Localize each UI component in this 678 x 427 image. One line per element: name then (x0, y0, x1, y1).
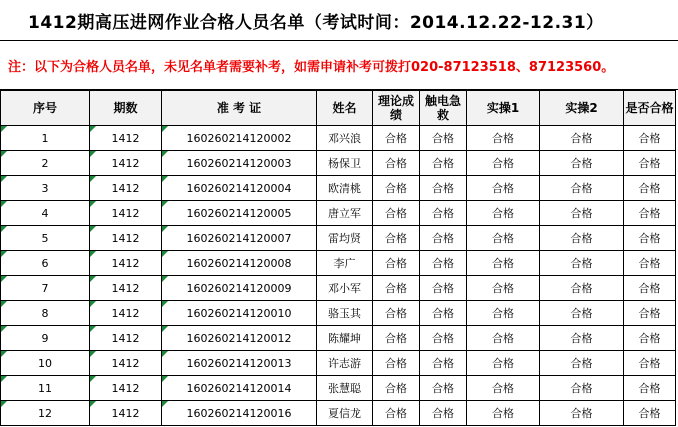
table-row (1, 176, 676, 201)
cell-cert: 160260214120007 (162, 226, 317, 251)
cell-no: 3 (1, 176, 90, 201)
cell-cert: 160260214120008 (162, 251, 317, 276)
cell-practical-1: 合格 (467, 401, 540, 426)
table-row (1, 276, 676, 301)
cell-cert: 160260214120003 (162, 151, 317, 176)
cell-theory: 合格 (373, 126, 420, 151)
cell-first-aid: 合格 (420, 276, 467, 301)
cell-practical-2: 合格 (540, 326, 624, 351)
cell-first-aid: 合格 (420, 251, 467, 276)
col-header-practical-1: 实操1 (467, 91, 540, 126)
cell-practical-2: 合格 (540, 151, 624, 176)
cell-first-aid: 合格 (420, 126, 467, 151)
cell-practical-2: 合格 (540, 401, 624, 426)
cell-no: 9 (1, 326, 90, 351)
cell-practical-1: 合格 (467, 201, 540, 226)
cell-name: 李广 (317, 251, 373, 276)
cell-practical-2: 合格 (540, 276, 624, 301)
cell-practical-1: 合格 (467, 226, 540, 251)
cell-practical-2: 合格 (540, 376, 624, 401)
cell-period: 1412 (90, 276, 162, 301)
cell-passed: 合格 (624, 226, 676, 251)
cell-theory: 合格 (373, 176, 420, 201)
cell-cert: 160260214120002 (162, 126, 317, 151)
notice-banner: 注：以下为合格人员名单，未见名单者需要补考，如需申请补考可拨打020-87123518、87123560。 (0, 40, 678, 90)
cell-no: 2 (1, 151, 90, 176)
cell-period: 1412 (90, 351, 162, 376)
cell-cert: 160260214120016 (162, 401, 317, 426)
cell-theory: 合格 (373, 376, 420, 401)
cell-practical-2: 合格 (540, 351, 624, 376)
table-row (1, 201, 676, 226)
cell-name: 夏信龙 (317, 401, 373, 426)
cell-cert: 160260214120005 (162, 201, 317, 226)
cell-passed: 合格 (624, 401, 676, 426)
cell-no: 7 (1, 276, 90, 301)
cell-passed: 合格 (624, 176, 676, 201)
cell-passed: 合格 (624, 326, 676, 351)
col-header-first-aid: 触电急救 (420, 91, 467, 126)
cell-no: 8 (1, 301, 90, 326)
col-header-name: 姓名 (317, 91, 373, 126)
cell-practical-1: 合格 (467, 326, 540, 351)
cell-practical-1: 合格 (467, 351, 540, 376)
cell-first-aid: 合格 (420, 401, 467, 426)
cell-practical-2: 合格 (540, 301, 624, 326)
cell-name: 雷均贤 (317, 226, 373, 251)
cell-name: 许志游 (317, 351, 373, 376)
cell-passed: 合格 (624, 201, 676, 226)
table-row (1, 151, 676, 176)
cell-period: 1412 (90, 126, 162, 151)
cell-cert: 160260214120013 (162, 351, 317, 376)
cell-practical-2: 合格 (540, 226, 624, 251)
cell-practical-1: 合格 (467, 251, 540, 276)
cell-practical-1: 合格 (467, 176, 540, 201)
cell-passed: 合格 (624, 376, 676, 401)
cell-passed: 合格 (624, 351, 676, 376)
cell-practical-2: 合格 (540, 126, 624, 151)
cell-theory: 合格 (373, 351, 420, 376)
cell-period: 1412 (90, 151, 162, 176)
cell-period: 1412 (90, 251, 162, 276)
cell-no: 11 (1, 376, 90, 401)
cell-name: 杨保卫 (317, 151, 373, 176)
cell-practical-2: 合格 (540, 251, 624, 276)
roster-table (0, 90, 676, 426)
cell-cert: 160260214120010 (162, 301, 317, 326)
roster-body (1, 126, 676, 426)
cell-no: 1 (1, 126, 90, 151)
cell-no: 12 (1, 401, 90, 426)
table-row (1, 226, 676, 251)
cell-passed: 合格 (624, 276, 676, 301)
table-row (1, 126, 676, 151)
cell-period: 1412 (90, 376, 162, 401)
cell-cert: 160260214120004 (162, 176, 317, 201)
cell-practical-1: 合格 (467, 276, 540, 301)
cell-name: 陈耀坤 (317, 326, 373, 351)
cell-passed: 合格 (624, 301, 676, 326)
table-row (1, 351, 676, 376)
cell-practical-1: 合格 (467, 376, 540, 401)
cell-first-aid: 合格 (420, 226, 467, 251)
cell-name: 欧清桃 (317, 176, 373, 201)
cell-name: 邓兴浪 (317, 126, 373, 151)
cell-first-aid: 合格 (420, 376, 467, 401)
cell-no: 4 (1, 201, 90, 226)
cell-theory: 合格 (373, 201, 420, 226)
cell-practical-1: 合格 (467, 126, 540, 151)
cell-no: 5 (1, 226, 90, 251)
cell-period: 1412 (90, 326, 162, 351)
cell-practical-2: 合格 (540, 176, 624, 201)
cell-period: 1412 (90, 176, 162, 201)
col-header-practical-2: 实操2 (540, 91, 624, 126)
col-header-no: 序号 (1, 91, 90, 126)
cell-passed: 合格 (624, 151, 676, 176)
cell-cert: 160260214120014 (162, 376, 317, 401)
table-row (1, 251, 676, 276)
cell-cert: 160260214120009 (162, 276, 317, 301)
header-row (1, 91, 676, 126)
col-header-passed: 是否合格 (624, 91, 676, 126)
cell-period: 1412 (90, 401, 162, 426)
cell-theory: 合格 (373, 326, 420, 351)
cell-no: 10 (1, 351, 90, 376)
cell-name: 张慧聪 (317, 376, 373, 401)
cell-no: 6 (1, 251, 90, 276)
cell-theory: 合格 (373, 151, 420, 176)
cell-cert: 160260214120012 (162, 326, 317, 351)
cell-name: 唐立军 (317, 201, 373, 226)
cell-passed: 合格 (624, 126, 676, 151)
cell-first-aid: 合格 (420, 151, 467, 176)
table-row (1, 301, 676, 326)
cell-passed: 合格 (624, 251, 676, 276)
col-header-period: 期数 (90, 91, 162, 126)
cell-period: 1412 (90, 201, 162, 226)
page-title: 1412期高压进网作业合格人员名单（考试时间：2014.12.22-12.31） (28, 12, 604, 33)
table-row (1, 376, 676, 401)
table-row (1, 401, 676, 426)
cell-practical-1: 合格 (467, 151, 540, 176)
cell-practical-2: 合格 (540, 201, 624, 226)
cell-first-aid: 合格 (420, 176, 467, 201)
cell-period: 1412 (90, 301, 162, 326)
cell-theory: 合格 (373, 401, 420, 426)
col-header-cert: 准 考 证 (162, 91, 317, 126)
cell-first-aid: 合格 (420, 326, 467, 351)
cell-theory: 合格 (373, 301, 420, 326)
cell-first-aid: 合格 (420, 201, 467, 226)
cell-name: 邓小军 (317, 276, 373, 301)
table-row (1, 326, 676, 351)
cell-first-aid: 合格 (420, 351, 467, 376)
cell-practical-1: 合格 (467, 301, 540, 326)
cell-theory: 合格 (373, 226, 420, 251)
cell-theory: 合格 (373, 251, 420, 276)
cell-theory: 合格 (373, 276, 420, 301)
cell-period: 1412 (90, 226, 162, 251)
cell-first-aid: 合格 (420, 301, 467, 326)
col-header-theory: 理论成绩 (373, 91, 420, 126)
cell-name: 骆玉其 (317, 301, 373, 326)
